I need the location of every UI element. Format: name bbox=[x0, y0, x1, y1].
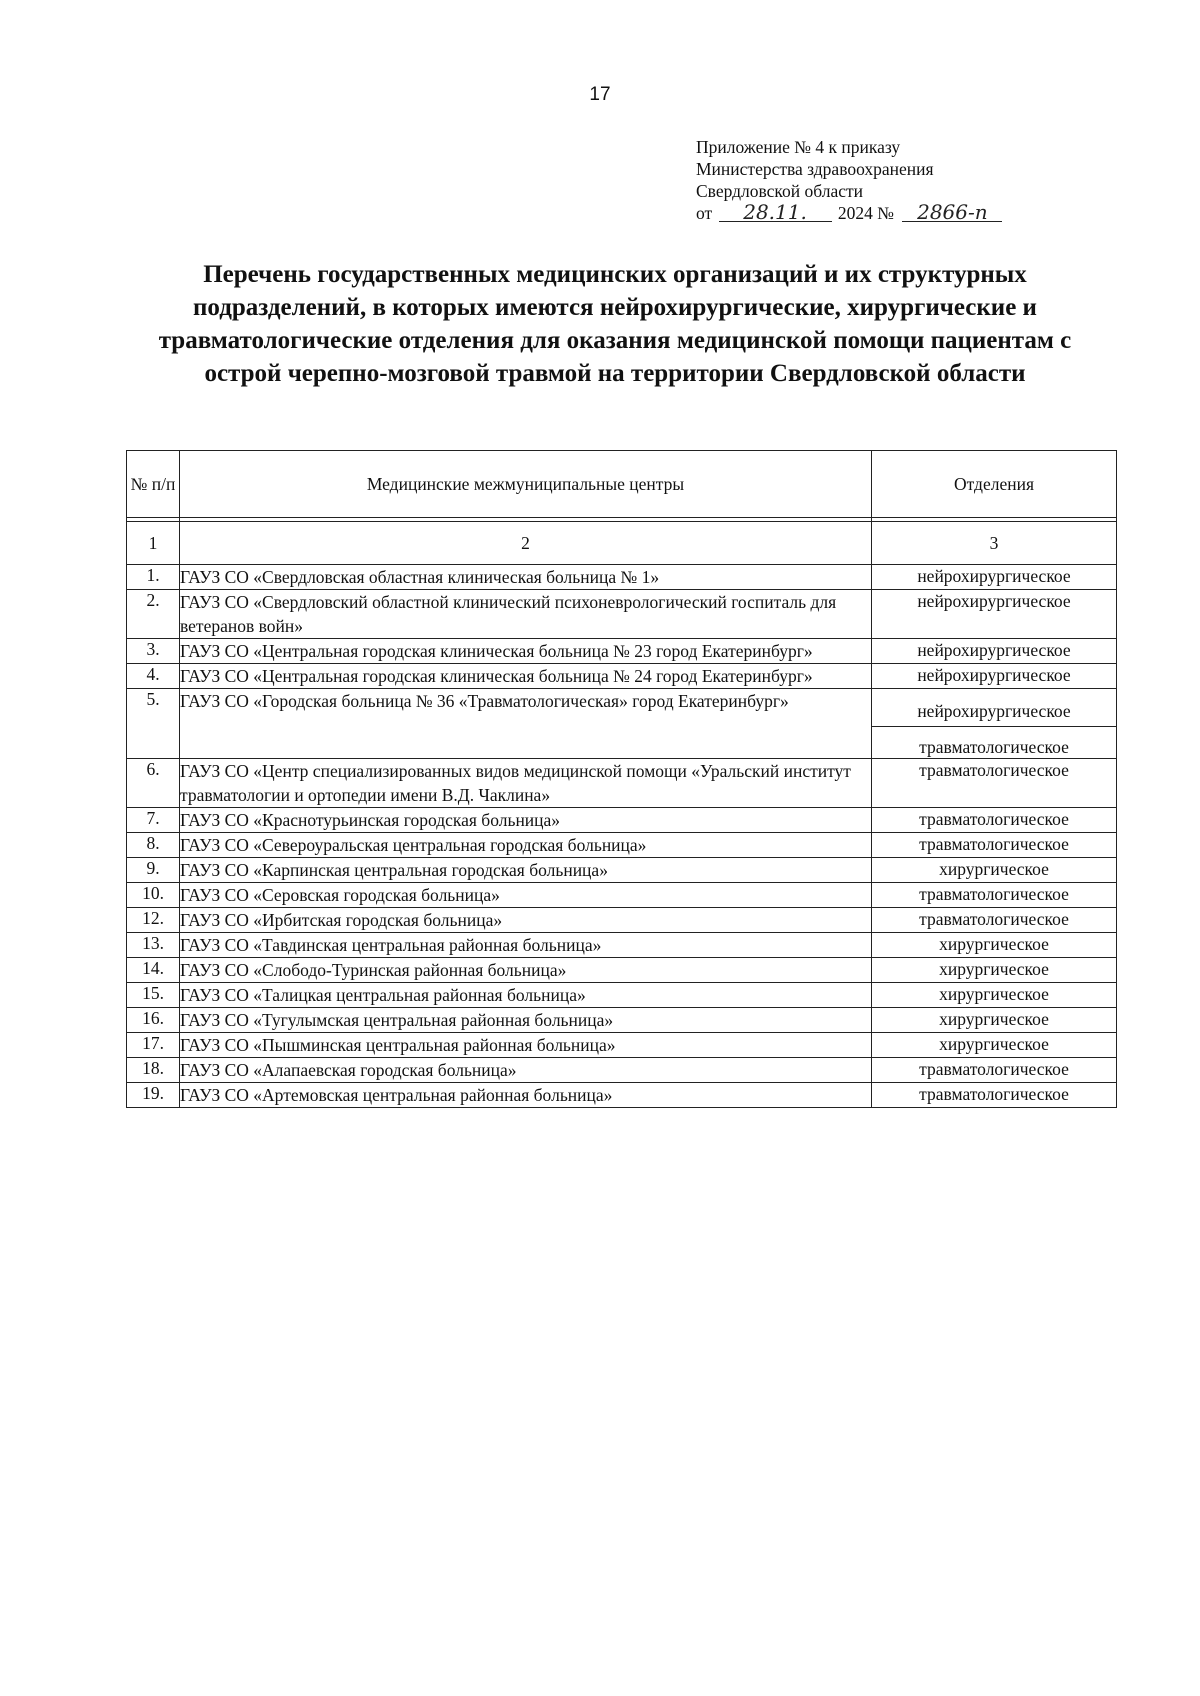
table-row bbox=[127, 933, 1117, 958]
organization-name: ГАУЗ СО «Талицкая центральная районная больница» bbox=[180, 983, 872, 1008]
appendix-date-line bbox=[696, 202, 1002, 224]
row-number: 16. bbox=[127, 1008, 180, 1033]
row-number: 8. bbox=[127, 833, 180, 858]
row-number: 19. bbox=[127, 1083, 180, 1108]
organization-name: ГАУЗ СО «Городская больница № 36 «Травматологическая» город Екатеринбург» bbox=[180, 689, 872, 759]
column-index-row bbox=[127, 522, 1117, 565]
table-row bbox=[127, 883, 1117, 908]
table-row bbox=[127, 689, 1117, 759]
row-number: 7. bbox=[127, 808, 180, 833]
column-index: 1 bbox=[127, 522, 180, 565]
table-row bbox=[127, 808, 1117, 833]
organization-name: ГАУЗ СО «Тугулымская центральная районная больница» bbox=[180, 1008, 872, 1033]
table-row bbox=[127, 565, 1117, 590]
organization-name: ГАУЗ СО «Артемовская центральная районная больница» bbox=[180, 1083, 872, 1108]
department-name: травматологическое bbox=[872, 908, 1117, 933]
department-name: нейрохирургическое bbox=[872, 565, 1117, 590]
table-row bbox=[127, 983, 1117, 1008]
row-number: 2. bbox=[127, 590, 180, 639]
organization-name: ГАУЗ СО «Центральная городская клиническая больница № 24 город Екатеринбург» bbox=[180, 664, 872, 689]
organization-name: ГАУЗ СО «Свердловский областной клинический психоневрологический госпиталь для ветеранов войн» bbox=[180, 590, 872, 639]
table-row bbox=[127, 639, 1117, 664]
department-name: нейрохирургическое bbox=[872, 590, 1117, 639]
organization-name: ГАУЗ СО «Слободо-Туринская районная больница» bbox=[180, 958, 872, 983]
department-name: травматологическое bbox=[872, 833, 1117, 858]
appendix-line-2: Министерства здравоохранения bbox=[696, 159, 934, 179]
table-row bbox=[127, 833, 1117, 858]
table-row bbox=[127, 1008, 1117, 1033]
row-number: 12. bbox=[127, 908, 180, 933]
column-index: 3 bbox=[872, 522, 1117, 565]
handwritten-order-number: 2866-п bbox=[902, 203, 1002, 222]
department-name: нейрохирургическое bbox=[872, 689, 1116, 727]
table-row bbox=[127, 759, 1117, 808]
organization-name: ГАУЗ СО «Краснотурьинская городская больница» bbox=[180, 808, 872, 833]
row-number: 9. bbox=[127, 858, 180, 883]
department-name: травматологическое bbox=[872, 883, 1117, 908]
table-row bbox=[127, 1058, 1117, 1083]
table-row bbox=[127, 590, 1117, 639]
department-cell bbox=[872, 689, 1117, 759]
row-number: 15. bbox=[127, 983, 180, 1008]
row-number: 5. bbox=[127, 689, 180, 759]
department-name: хирургическое bbox=[872, 983, 1117, 1008]
row-number: 14. bbox=[127, 958, 180, 983]
organization-name: ГАУЗ СО «Алапаевская городская больница» bbox=[180, 1058, 872, 1083]
row-number: 18. bbox=[127, 1058, 180, 1083]
row-number: 3. bbox=[127, 639, 180, 664]
header-centers: Медицинские межмуниципальные центры bbox=[180, 451, 872, 518]
column-index: 2 bbox=[180, 522, 872, 565]
department-name: травматологическое bbox=[872, 1058, 1117, 1083]
document-title: Перечень государственных медицинских организаций и их структурных подразделений, в которых имеются нейрохирургические, хирургические и травматологические отделения для оказания медицинской помощи пациентам с острой черепно-мозговой травмой на территории Свердловской области bbox=[158, 261, 1072, 387]
table-row bbox=[127, 958, 1117, 983]
appendix-from-label: от bbox=[696, 203, 713, 223]
organization-name: ГАУЗ СО «Центральная городская клиническая больница № 23 город Екатеринбург» bbox=[180, 639, 872, 664]
appendix-year-label: 2024 № bbox=[837, 203, 894, 223]
organization-name: ГАУЗ СО «Тавдинская центральная районная больница» bbox=[180, 933, 872, 958]
table-row bbox=[127, 664, 1117, 689]
row-number: 13. bbox=[127, 933, 180, 958]
table-body bbox=[127, 518, 1117, 1108]
row-number: 1. bbox=[127, 565, 180, 590]
department-name: травматологическое bbox=[919, 737, 1069, 757]
department-name: хирургическое bbox=[872, 858, 1117, 883]
table-row bbox=[127, 858, 1117, 883]
department-name: травматологическое bbox=[872, 808, 1117, 833]
department-name: травматологическое bbox=[872, 759, 1117, 808]
department-name: нейрохирургическое bbox=[872, 639, 1117, 664]
table-row bbox=[127, 1083, 1117, 1108]
department-name: хирургическое bbox=[872, 1033, 1117, 1058]
row-number: 4. bbox=[127, 664, 180, 689]
organization-name: ГАУЗ СО «Карпинская центральная городская больница» bbox=[180, 858, 872, 883]
header-departments: Отделения bbox=[872, 451, 1117, 518]
department-name: травматологическое bbox=[872, 1083, 1117, 1108]
handwritten-date: 28.11. bbox=[719, 203, 832, 222]
organization-name: ГАУЗ СО «Североуральская центральная городская больница» bbox=[180, 833, 872, 858]
header-num: № п/п bbox=[127, 451, 180, 518]
department-name: хирургическое bbox=[872, 1008, 1117, 1033]
page-number: 17 bbox=[589, 84, 611, 105]
appendix-block bbox=[696, 136, 1002, 224]
organizations-table bbox=[126, 450, 1117, 1108]
department-name: хирургическое bbox=[872, 933, 1117, 958]
table-row bbox=[127, 1033, 1117, 1058]
table-row bbox=[127, 908, 1117, 933]
row-number: 6. bbox=[127, 759, 180, 808]
organization-name: ГАУЗ СО «Серовская городская больница» bbox=[180, 883, 872, 908]
organization-name: ГАУЗ СО «Ирбитская городская больница» bbox=[180, 908, 872, 933]
organization-name: ГАУЗ СО «Свердловская областная клиническая больница № 1» bbox=[180, 565, 872, 590]
row-number: 10. bbox=[127, 883, 180, 908]
organization-name: ГАУЗ СО «Центр специализированных видов медицинской помощи «Уральский институт травматологии и ортопедии имени В.Д. Чаклина» bbox=[180, 759, 872, 808]
organization-name: ГАУЗ СО «Пышминская центральная районная больница» bbox=[180, 1033, 872, 1058]
appendix-line-1: Приложение № 4 к приказу bbox=[696, 137, 901, 157]
department-name: хирургическое bbox=[872, 958, 1117, 983]
table-header-row bbox=[127, 451, 1117, 518]
department-name: нейрохирургическое bbox=[872, 664, 1117, 689]
appendix-line-3: Свердловской области bbox=[696, 181, 864, 201]
row-number: 17. bbox=[127, 1033, 180, 1058]
